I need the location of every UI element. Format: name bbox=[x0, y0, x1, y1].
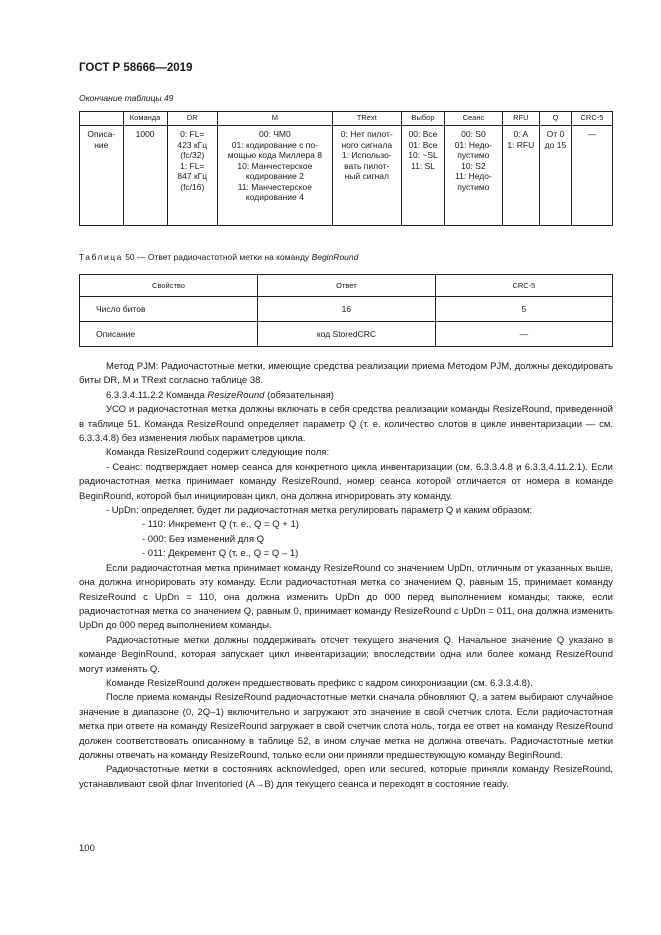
table50-caption-command: BeginRound bbox=[311, 252, 359, 262]
table-cell: 00: Все 01: Все 10: ~SL 11: SL bbox=[401, 126, 444, 226]
table-row bbox=[80, 297, 613, 322]
column-header: Q bbox=[539, 112, 571, 126]
column-header bbox=[80, 112, 124, 126]
table-cell: 00: ЧМ0 01: кодирование с по- мощью кода Миллера 8 10: Манчестерское кодирование 2 11: Манчестерское кодирование 4 bbox=[218, 126, 333, 226]
paragraph: Команда ResizeRound содержит следующие поля: bbox=[106, 447, 330, 459]
column-header: TRext bbox=[332, 112, 401, 126]
table50-caption bbox=[79, 252, 358, 262]
table-header-row bbox=[80, 112, 613, 126]
section-note: (обязательная) bbox=[264, 389, 334, 401]
paragraph: УСО и радиочастотная метка должны включать в себя средства реализации команды ResizeRound, приведенной в таблице 51. Команда ResizeRound определяет параметр Q (т. е. количество слотов в цикле инвентаризации — см. 6.3.3.4.8) без изменения любых параметров цикла. bbox=[79, 404, 613, 445]
section-number: 6.3.3.4.11.2.2 Команда bbox=[106, 389, 208, 401]
table-cell: Число битов bbox=[80, 297, 258, 322]
document-header: ГОСТ Р 58666—2019 bbox=[79, 62, 193, 74]
page-number: 100 bbox=[79, 843, 95, 854]
column-header: Сеанс bbox=[445, 112, 503, 126]
table-cell: 16 bbox=[258, 297, 436, 322]
column-header: Свойство bbox=[80, 275, 258, 297]
command-name: ResizeRound bbox=[207, 389, 265, 401]
column-header: Команда bbox=[123, 112, 167, 126]
table-cell: 5 bbox=[435, 297, 612, 322]
table-cell: 0: Нет пилот- ного сигнала 1: Использо- вать пилот- ный сигнал bbox=[332, 126, 401, 226]
table-cell: Описа- ние bbox=[80, 126, 124, 226]
table-row bbox=[80, 126, 613, 226]
table-cell: — bbox=[571, 126, 612, 226]
list-subitem: - 000: Без изменений для Q bbox=[142, 533, 265, 545]
column-header: CRC-5 bbox=[571, 112, 612, 126]
table49-caption: Окончание таблицы 49 bbox=[79, 93, 174, 103]
paragraph: Радиочастотные метки в состояниях acknowledged, open или secured, которые приняли команду ResizeRound, устанавливают свой флаг Inventoried (A→B) для текущего сеанса и переходят в состояние ready. bbox=[79, 764, 613, 790]
list-item: - UpDn: определяет, будет ли радиочастотная метка регулировать параметр Q и каким образом: bbox=[106, 505, 533, 517]
table-50 bbox=[79, 274, 613, 347]
list-item: - Сеанс: подтверждает номер сеанса для конкретного цикла инвентаризации (см. 6.3.3.4.8 и 6.3.3.4.11.2.1). Если радиочастотная метка принимает команду ResizeRound, номер сеанса которой отличается от номера в команде BeginRound, которой был инициирован цикл, она должна игнорировать эту команду. bbox=[79, 461, 613, 502]
paragraph: Радиочастотные метки должны поддерживать отсчет текущего значения Q. Начальное значение Q указано в команде BeginRound, которая запускает цикл инвентаризации; впоследствии одна или более команд ResizeRound могут изменять Q. bbox=[79, 634, 613, 675]
list-subitem: - 110: Инкремент Q (т. е., Q = Q + 1) bbox=[142, 519, 299, 531]
table-cell: — bbox=[435, 322, 612, 347]
paragraph: Если радиочастотная метка принимает команду ResizeRound со значением UpDn, отличным от указанных выше, она должна игнорировать эту команду. Если радиочастотная метка со значением Q, равным 15, принимает команду ResizeRound с UpDn = 110, она должна изменить UpDn до 000 перед выполнением команды; также, если радиочастотная метка со значением Q, равным 0, принимает команду ResizeRound с UpDn = 011, она должна изменить UpDn до 000 перед выполнением команды. bbox=[79, 562, 613, 632]
table-cell: код StoredCRC bbox=[258, 322, 436, 347]
table-cell: 0: FL= 423 кГц (fc/32) 1: FL= 847 кГц (fc/16) bbox=[167, 126, 218, 226]
table-cell: 00: S0 01: Недо- пустимо 10: S2 11: Недо- пустимо bbox=[445, 126, 503, 226]
table-cell: 0: A 1: RFU bbox=[502, 126, 539, 226]
column-header: DR bbox=[167, 112, 218, 126]
column-header: Ответ bbox=[258, 275, 436, 297]
table-49 bbox=[79, 111, 613, 226]
table50-caption-text: 50 — Ответ радиочастотной метки на команду bbox=[125, 252, 310, 262]
table-cell: 1000 bbox=[123, 126, 167, 226]
paragraph: Метод PJM: Радиочастотные метки, имеющие средства реализации приема Методом PJM, должны декодировать биты DR, M и TRext согласно таблице 38. bbox=[79, 361, 613, 387]
column-header: RFU bbox=[502, 112, 539, 126]
column-header: Выбор bbox=[401, 112, 444, 126]
section-heading bbox=[79, 389, 613, 403]
paragraph: Команде ResizeRound должен предшествовать префикс с кадром синхронизации (см. 6.3.3.4.8). bbox=[106, 677, 533, 689]
table50-caption-prefix: Таблица bbox=[79, 252, 123, 262]
table-row bbox=[80, 322, 613, 347]
column-header: M bbox=[218, 112, 333, 126]
table-cell: От 0 до 15 bbox=[539, 126, 571, 226]
list-subitem: - 011: Декремент Q (т. е., Q = Q – 1) bbox=[142, 548, 299, 560]
body-text bbox=[79, 360, 613, 792]
column-header: CRC-5 bbox=[435, 275, 612, 297]
table-cell: Описание bbox=[80, 322, 258, 347]
paragraph: После приема команды ResizeRound радиочастотные метки сначала обновляют Q, а затем выбирают случайное значение в диапазоне (0, 2Q–1) включительно и загружают это значение в свой счетчик слота. Если радиочастотная метка при ответе на команду ResizeRound загружает в свой счетчик слота ноль, тогда ее ответ на команду ResizeRound должен соответствовать описанному в таблице 52, в ином случае метка не должна отвечать. Радиочастотные метки должны отвечать на команду ResizeRound, только если они приняли предшествующую команду BeginRound. bbox=[79, 692, 613, 761]
table-header-row bbox=[80, 275, 613, 297]
